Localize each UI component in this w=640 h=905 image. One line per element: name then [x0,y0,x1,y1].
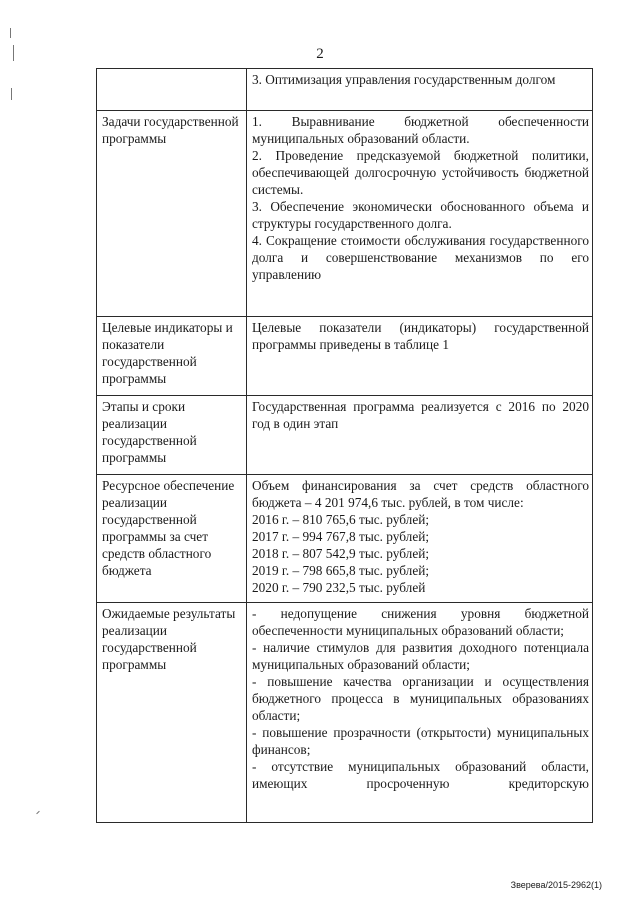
content-line: - повышение качества организации и осуществления бюджетного процесса в муниципальных образованиях области; [252,674,589,723]
content-line: Целевые показатели (индикаторы) государственной программы приведены в таблице 1 [252,320,589,352]
content-line: 2016 г. – 810 765,6 тыс. рублей; [252,512,430,527]
content-line: 2020 г. – 790 232,5 тыс. рублей [252,580,426,595]
table-row-debt [97,69,593,111]
table-row-tasks [97,111,593,317]
program-passport-table [96,68,593,823]
row-content [247,111,593,317]
content-line: - наличие стимулов для развития доходного потенциала муниципальных образований области; [252,640,589,672]
row-content [247,396,593,475]
row-label [97,69,247,111]
scan-edge-mark [36,811,40,815]
row-label: Ожидаемые результаты реализации государственной программы [97,603,247,823]
table-row-stages [97,396,593,475]
row-content [247,317,593,396]
content-line: 2019 г. – 798 665,8 тыс. рублей; [252,563,430,578]
scan-edge-mark [13,45,14,61]
row-label: Этапы и сроки реализации государственной программы [97,396,247,475]
content-line: 3. Обеспечение экономически обоснованного объема и структуры государственного долга. [252,199,589,231]
scan-edge-mark [10,28,11,38]
scan-edge-mark [11,88,12,100]
row-label: Целевые индикаторы и показатели государственной программы [97,317,247,396]
row-label: Задачи государственной программы [97,111,247,317]
content-line: 3. Оптимизация управления государственным долгом [252,72,556,87]
page-number: 2 [316,46,324,62]
content-line: - повышение прозрачности (открытости) муниципальных финансов; [252,725,589,757]
document-code: Зверева/2015-2962(1) [510,880,602,890]
row-content [247,69,593,111]
table-row-results [97,603,593,823]
table-row-resources [97,475,593,603]
content-line: 1. Выравнивание бюджетной обеспеченности муниципальных образований области. [252,114,589,146]
content-line: 4. Сокращение стоимости обслуживания государственного долга и совершенствование механизмов по его управлению [252,233,589,282]
content-line: Государственная программа реализуется с 2016 по 2020 год в один этап [252,399,589,431]
table-row-indicators [97,317,593,396]
content-line: 2. Проведение предсказуемой бюджетной политики, обеспечивающей долгосрочную устойчивость бюджетной системы. [252,148,589,197]
content-line: - недопущение снижения уровня бюджетной обеспеченности муниципальных образований области; [252,606,589,638]
row-content [247,475,593,603]
content-line: - отсутствие муниципальных образований области, имеющих просроченную кредиторскую [252,759,589,791]
content-line: 2018 г. – 807 542,9 тыс. рублей; [252,546,430,561]
row-content [247,603,593,823]
content-line: 2017 г. – 994 767,8 тыс. рублей; [252,529,430,544]
row-label: Ресурсное обеспечение реализации государственной программы за счет средств областного бюджета [97,475,247,603]
content-line: Объем финансирования за счет средств областного бюджета – 4 201 974,6 тыс. рублей, в том числе: [252,478,589,510]
